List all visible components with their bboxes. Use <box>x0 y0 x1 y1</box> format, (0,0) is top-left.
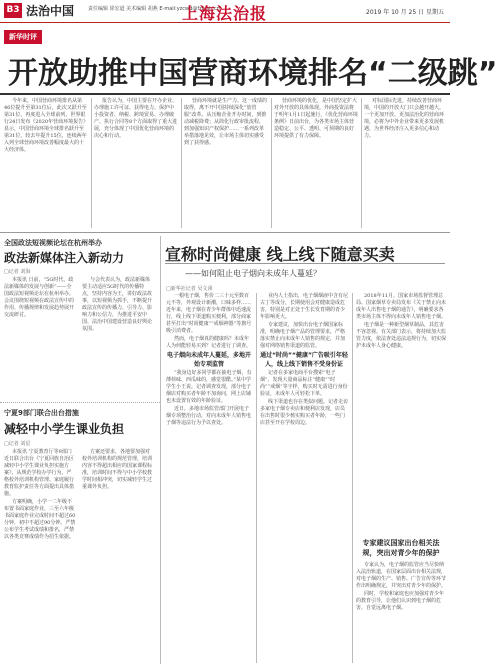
paragraph: 一根电子烟，售价二三十元至数百元不等，外观设计新潮，口味多样……近年来，电子烟在青少年群体中迅速流行，线上线下渠道购买便利，部分商家甚至打出“时尚健康”“戒烟神器”等旗号吸引消费者。 <box>166 293 252 334</box>
story-headline: 减轻中小学生课业负担 <box>4 422 125 436</box>
column-tag: 新华时评 <box>4 30 42 44</box>
story-kicker: 全国政法短视频论坛在杭州举办 <box>4 239 102 247</box>
lead-column-5 <box>364 98 446 228</box>
feature-byline: □新华社记者 吴文诩 <box>166 286 213 292</box>
paragraph: 方案还要求，各地要加强对校外培训机构的规范管理，培训内容不得超出相应的国家课程标准，培训时间不得与中小学校教学时间相冲突，切实减轻学生过重课外负担。 <box>82 449 153 490</box>
page-header <box>0 0 450 23</box>
lead-column-2 <box>94 98 178 228</box>
paragraph: 近日，多地市场监管部门开展电子烟专项整治行动，对向未成年人销售电子烟等违法行为予以查处。 <box>166 406 252 426</box>
divider <box>165 263 445 264</box>
feature-subheadline: ——如何阻止电子烟向未成年人蔓延？ <box>185 269 321 278</box>
feature-headline: 宣称时尚健康 线上线下随意买卖 <box>165 245 395 264</box>
feature-column-2 <box>260 293 348 663</box>
story-column-2 <box>82 449 154 663</box>
paragraph: 业内人士指出，电子烟烟液中含有尼古丁等成分，长期使用会对健康造成危害，特别是对正处于生长发育期的青少年影响更大。 <box>260 293 349 320</box>
paragraph: 本报讯 宁夏教育厅等9部门近日联合出台《宁夏回族自治区减轻中小学生课业负担实施方案》，从规范学校办学行为、严格校外培训机构管理、家庭履行教育监护责任等方面提出具体措施。 <box>4 449 75 497</box>
story-kicker: 宁夏9部门联合出台措施 <box>4 409 79 417</box>
issue-date: 2019 年 10 月 25 日 星期五 <box>366 9 444 16</box>
divider <box>91 98 92 228</box>
newspaper-masthead: 上海法治报 <box>182 4 268 23</box>
paragraph: 报告认为，中国主要在开办企业、办理施工许可证、获得电力、保护中小投资者、纳税、跨境贸易、办理破产、执行合同等8个方面取得了重大进展，充分体现了中国优化营商环境的决心和行动。 <box>94 98 178 139</box>
divider <box>361 98 362 228</box>
section-title: 法治中国 <box>26 4 75 18</box>
paragraph: “我身边好多同学都在抽电子烟，有薄荷味、西瓜味的，感觉很酷。”某中学学生小王说。记者调查发现，部分电子烟店对购买者年龄不加询问，网上店铺也未设置有效的年龄验证。 <box>166 370 252 404</box>
editor-credits: 责任编辑 徐宏道 美术编辑 胡燕 E-mail:yzcwd@fzb.sh.cn <box>88 6 220 12</box>
feature-column-3 <box>356 293 446 533</box>
story-column-1 <box>4 277 76 397</box>
feature-column-1 <box>166 293 252 663</box>
divider <box>0 232 450 233</box>
divider <box>0 93 450 95</box>
paragraph: 记者在多家电商平台搜索“电子烟”，发现大量商品标注“健康”“时尚”“戒烟”等字样，购买时无需进行身份验证，未成年人可轻松下单。 <box>260 370 348 397</box>
feature-subhead: 专家建议国家出台相关法规，突出对青少年的保护 <box>362 539 440 557</box>
divider <box>0 402 160 403</box>
lead-column-3 <box>184 98 268 228</box>
page-number-badge: B3 <box>4 3 22 18</box>
paragraph: 专家建议，加快出台电子烟国家标准，明确电子烟产品的管理要求，严格落实禁止向未成年人销售的规定，并加强对网络销售渠道的监管。 <box>260 322 346 349</box>
paragraph: 今年来，中国营商环境排名从第46位提升至第31位后，此次又跃升至第31位，再度进入全球前列。世界银行24日发布《2020年营商环境报告》显示，中国营商环境全球排名跃升至第31位，较去年提升15位，连续两年入列全球营商环境改善幅度最大的十大经济体。 <box>4 98 87 153</box>
feature-subhead: 通过“时尚”“健康”广告吸引年轻人，线上线下销售不受身份证 <box>260 352 348 368</box>
paragraph: 对标国际先进，持续改善营商环境，中国的开放大门只会越开越大。一个更加开放、更加法治化的营商环境，必将为中外企业带来更多发展机遇，为世界经济注入更多信心和动力。 <box>364 98 445 139</box>
story-column-2 <box>82 277 154 397</box>
lead-column-1 <box>4 98 88 228</box>
paragraph: 营商环境的优化，是中国坚定扩大对外开放的具体体现。外商投资法将于明年1月1日起施行，《优化营商环境条例》日前出台，为各类市场主体营造稳定、公平、透明、可预期的良好环境提供了有力保障。 <box>274 98 358 139</box>
lead-column-4 <box>274 98 358 228</box>
paragraph: 2018年11月，国家市场监督管理总局、国家烟草专卖局发布《关于禁止向未成年人出售电子烟的通告》，明确要求各类市场主体不得向未成年人销售电子烟。 <box>356 293 447 320</box>
feature-column-3b <box>356 562 446 664</box>
story-headline: 政法新媒体注入新动力 <box>4 251 125 265</box>
paragraph: 专家认为，电子烟的监管应当尽快纳入法治轨道，在国家层面出台相关法规，对电子烟的生产、销售、广告宣传等环节作出明确规定，并突出对青少年的保护。 <box>356 562 447 589</box>
story-column-1 <box>4 449 76 663</box>
divider <box>160 236 161 664</box>
divider <box>256 293 257 663</box>
paragraph: 同时，学校和家庭也应加强对青少年的教育引导，让他们认识到电子烟的危害，自觉远离电子烟。 <box>356 591 445 611</box>
paragraph: 电子烟是一种新型烟草制品，其危害不容忽视。有关部门表示，将持续加大监管力度，依法查处违法违规行为，切实保护未成年人身心健康。 <box>356 322 447 349</box>
paragraph: 本报讯 日前，“5G时代，政法新媒体的发展与创新”——全国政法短视频论坛在杭州举办。会议围绕短视频在政法宣传中的作用、传播规律和发展趋势展开交流研讨。 <box>4 277 75 318</box>
paragraph: 然而，电子烟真的健康吗？未成年人为何能轻易买到？记者进行了调查。 <box>166 336 252 349</box>
paragraph: 线下渠道也存在类似问题。记者走访多家电子烟专卖店和便利店发现，店员在出售时很少核实购买者年龄，一些门店甚至开在学校周边。 <box>260 399 349 426</box>
divider <box>271 98 272 228</box>
feature-subhead: 电子烟向未成年人蔓延，多地开始专项监管 <box>166 352 251 368</box>
paragraph: 与会代表认为，政法新媒体要主动适应5G时代的传播特点，坚持内容为王，讲好政法故事，以短视频为抓手，不断提升政法宣传的传播力、引导力、影响力和公信力，为推进平安中国、法治中国建设营造良好舆论氛围。 <box>82 277 153 332</box>
lead-headline: 开放助推中国营商环境排名“二级跳” <box>8 56 497 91</box>
divider <box>352 293 353 663</box>
story-byline: □记者 刘海 <box>4 269 31 275</box>
paragraph: 方案明确，小学一二年级不布置书面家庭作业，三至六年级书面家庭作业完成时间不超过60分钟，初中不超过90分钟。严禁公布学生考试成绩和排名，严禁以各类竞赛成绩作为招生依据。 <box>4 499 76 540</box>
story-byline: □记者 刘星 <box>4 441 31 447</box>
divider <box>181 98 182 228</box>
paragraph: 营商环境就是生产力。这一成绩的取得，离不开中国持续深化“放管服”改革。从压缩企业开办时间，到推动减税降费；从简化行政审批流程，到加强知识产权保护……一系列改革举措落地见效，让市场主体切实感受到了获得感。 <box>184 98 268 146</box>
